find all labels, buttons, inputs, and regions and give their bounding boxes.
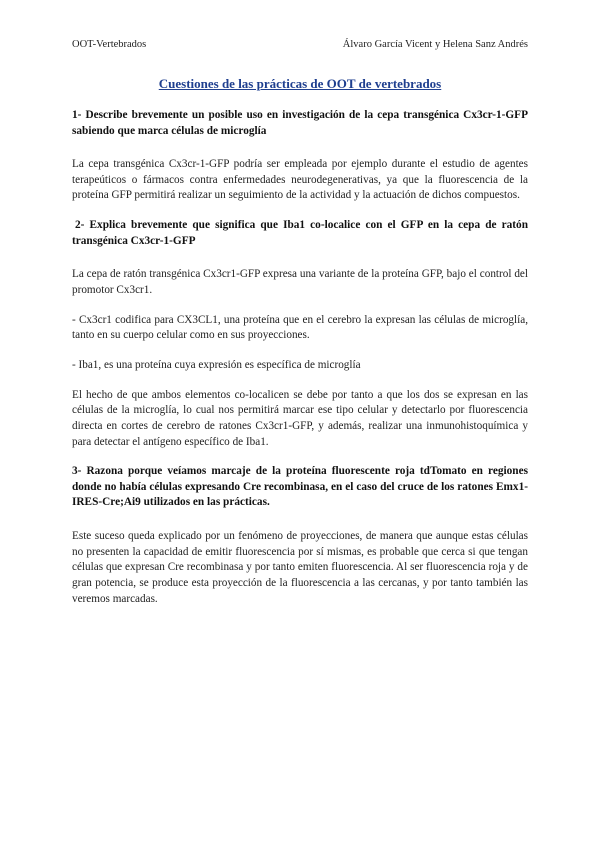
answer-2-paragraph-1: La cepa de ratón transgénica Cx3cr1-GFP expresa una variante de la proteína GFP, bajo el control del promotor Cx3cr1. (72, 268, 528, 296)
question-1: 1- Describe brevemente un posible uso en investigación de la cepa transgénica Cx3cr-1-GFP sabiendo que marca células de microglía (72, 109, 528, 137)
header-authors: Álvaro García Vicent y Helena Sanz Andrés (342, 39, 528, 50)
answer-2-paragraph-4: El hecho de que ambos elementos co-localicen se debe por tanto a que los dos se expresan en las células de la microglía, lo cual nos permitirá marcar ese tipo celular y detectarlo por fluorescencia directa en cortes de cerebro de ratones Cx3cr1-GFP, y además, realizar una inmunohistoquímica y para detectar el antígeno específico de Iba1. (72, 388, 528, 448)
document-body (72, 76, 528, 621)
header-course: OOT-Vertebrados (72, 39, 147, 50)
question-3: 3- Razona porque veíamos marcaje de la proteína fluorescente roja tdTomato en regiones donde no había células expresando Cre recombinasa, en el caso del cruce de los ratones Emx1-IRES-Cre;Ai9 utilizados en las prácticas. (72, 465, 528, 509)
answer-3-paragraph: Este suceso queda explicado por un fenómeno de proyecciones, de manera que aunque estas células no presenten la capacidad de emitir fluorescencia por sí mismas, es probable que cerca si que tengan células que expresan Cre recombinasa y por tanto emiten fluorescencia. Al ser fluorescencia roja y de gran potencia, se produce esta proyección de la fluorescencia a las cercanas, y por tanto también las veremos marcadas. (72, 529, 528, 605)
document-title: Cuestiones de las prácticas de OOT de vertebrados (158, 76, 442, 91)
answer-1-paragraph: La cepa transgénica Cx3cr-1-GFP podría ser empleada por ejemplo durante el estudio de agentes terapeúticos o fármacos contra enfermedades neurodegenerativas, ya que la fluorescencia de la proteína GFP permitirá realizar un seguimiento de la actividad y la actuación de dichos compuestos. (72, 158, 528, 202)
answer-2-paragraph-2: - Cx3cr1 codifica para CX3CL1, una proteína que en el cerebro la expresan las células de microglía, tanto en su cuerpo celular como en sus proyecciones. (72, 313, 528, 342)
page-header (72, 38, 528, 54)
question-2: 2- Explica brevemente que significa que Iba1 co-localice con el GFP en la cepa de ratón transgénica Cx3cr-1-GFP (72, 219, 528, 247)
answer-2-paragraph-3: - Iba1, es una proteína cuya expresión es específica de microglía (72, 358, 361, 371)
